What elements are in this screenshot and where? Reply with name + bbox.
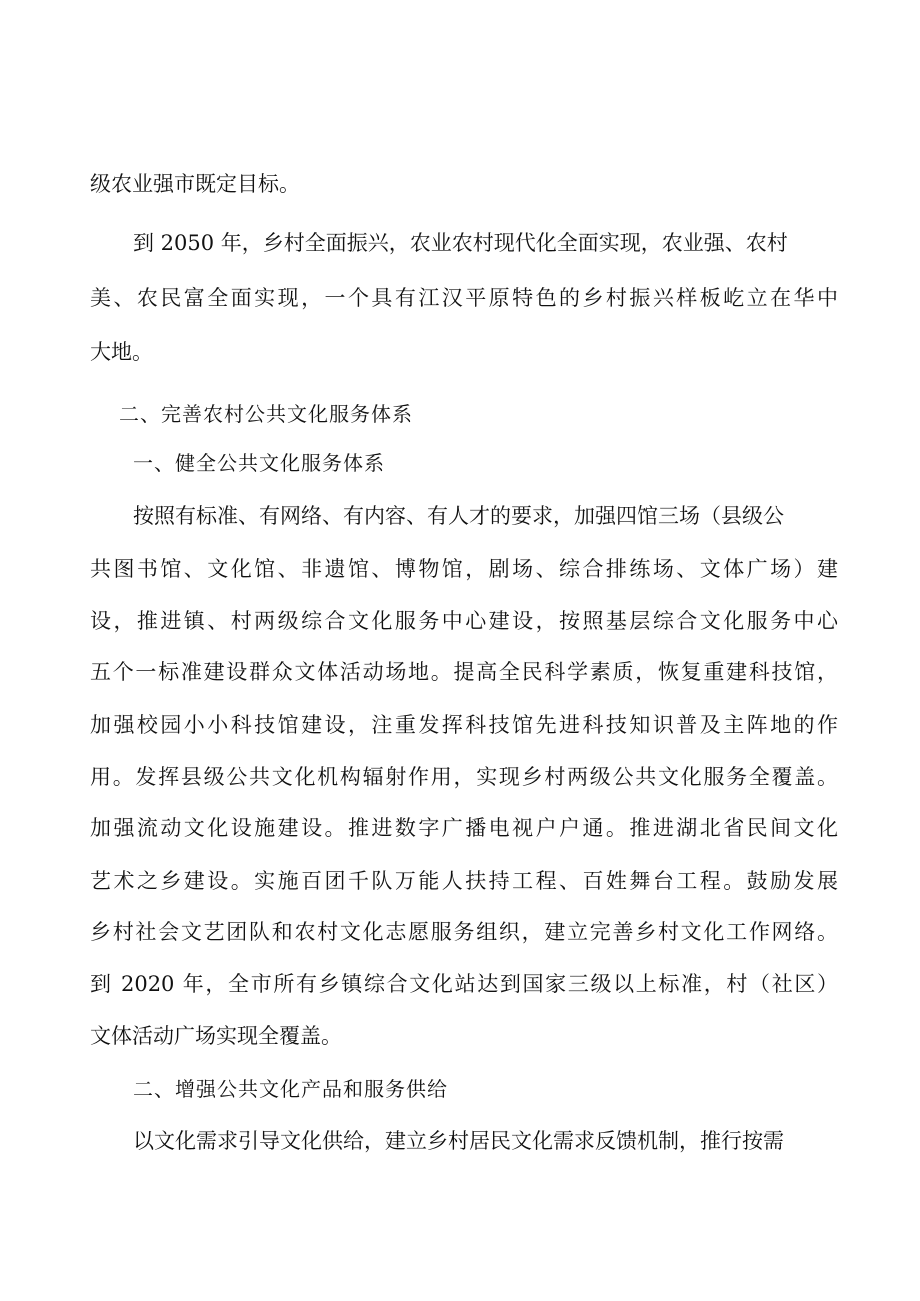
paragraph-line: 加强校园小小科技馆建设，注重发挥科技馆先进科技知识普及主阵地的作: [90, 713, 838, 737]
subsection-heading: 二、增强公共文化产品和服务供给: [133, 1077, 448, 1101]
paragraph-line: 共图书馆、文化馆、非遗馆、博物馆，剧场、综合排练场、文体广场）建: [90, 557, 838, 581]
paragraph-line: 以文化需求引导文化供给，建立乡村居民文化需求反馈机制，推行按需: [133, 1129, 784, 1153]
paragraph-line: 到 2020 年，全市所有乡镇综合文化站达到国家三级以上标准，村（社区）: [90, 972, 838, 996]
paragraph-line: 按照有标准、有网络、有内容、有人才的要求，加强四馆三场（县级公: [133, 504, 784, 528]
paragraph-line: 艺术之乡建设。实施百团千队万能人扶持工程、百姓舞台工程。鼓励发展: [90, 869, 838, 893]
paragraph-line: 文体活动广场实现全覆盖。: [90, 1024, 342, 1048]
paragraph-line: 设，推进镇、村两级综合文化服务中心建设，按照基层综合文化服务中心: [90, 609, 838, 633]
paragraph-line: 美、农民富全面实现，一个具有江汉平原特色的乡村振兴样板屹立在华中: [90, 286, 838, 310]
paragraph-line: 五个一标准建设群众文体活动场地。提高全民科学素质，恢复重建科技馆，: [90, 660, 838, 684]
paragraph-line: 级农业强市既定目标。: [90, 172, 300, 196]
subsection-heading: 一、健全公共文化服务体系: [133, 451, 385, 475]
paragraph-line: 用。发挥县级公共文化机构辐射作用，实现乡村两级公共文化服务全覆盖。: [90, 765, 838, 789]
paragraph-line: 到 2050 年，乡村全面振兴，农业农村现代化全面实现，农业强、农村: [133, 231, 788, 255]
paragraph-line: 大地。: [90, 340, 153, 364]
section-heading: 二、完善农村公共文化服务体系: [119, 402, 413, 426]
paragraph-line: 加强流动文化设施建设。推进数字广播电视户户通。推进湖北省民间文化: [90, 816, 838, 840]
paragraph-line: 乡村社会文艺团队和农村文化志愿服务组织，建立完善乡村文化工作网络。: [90, 920, 838, 944]
